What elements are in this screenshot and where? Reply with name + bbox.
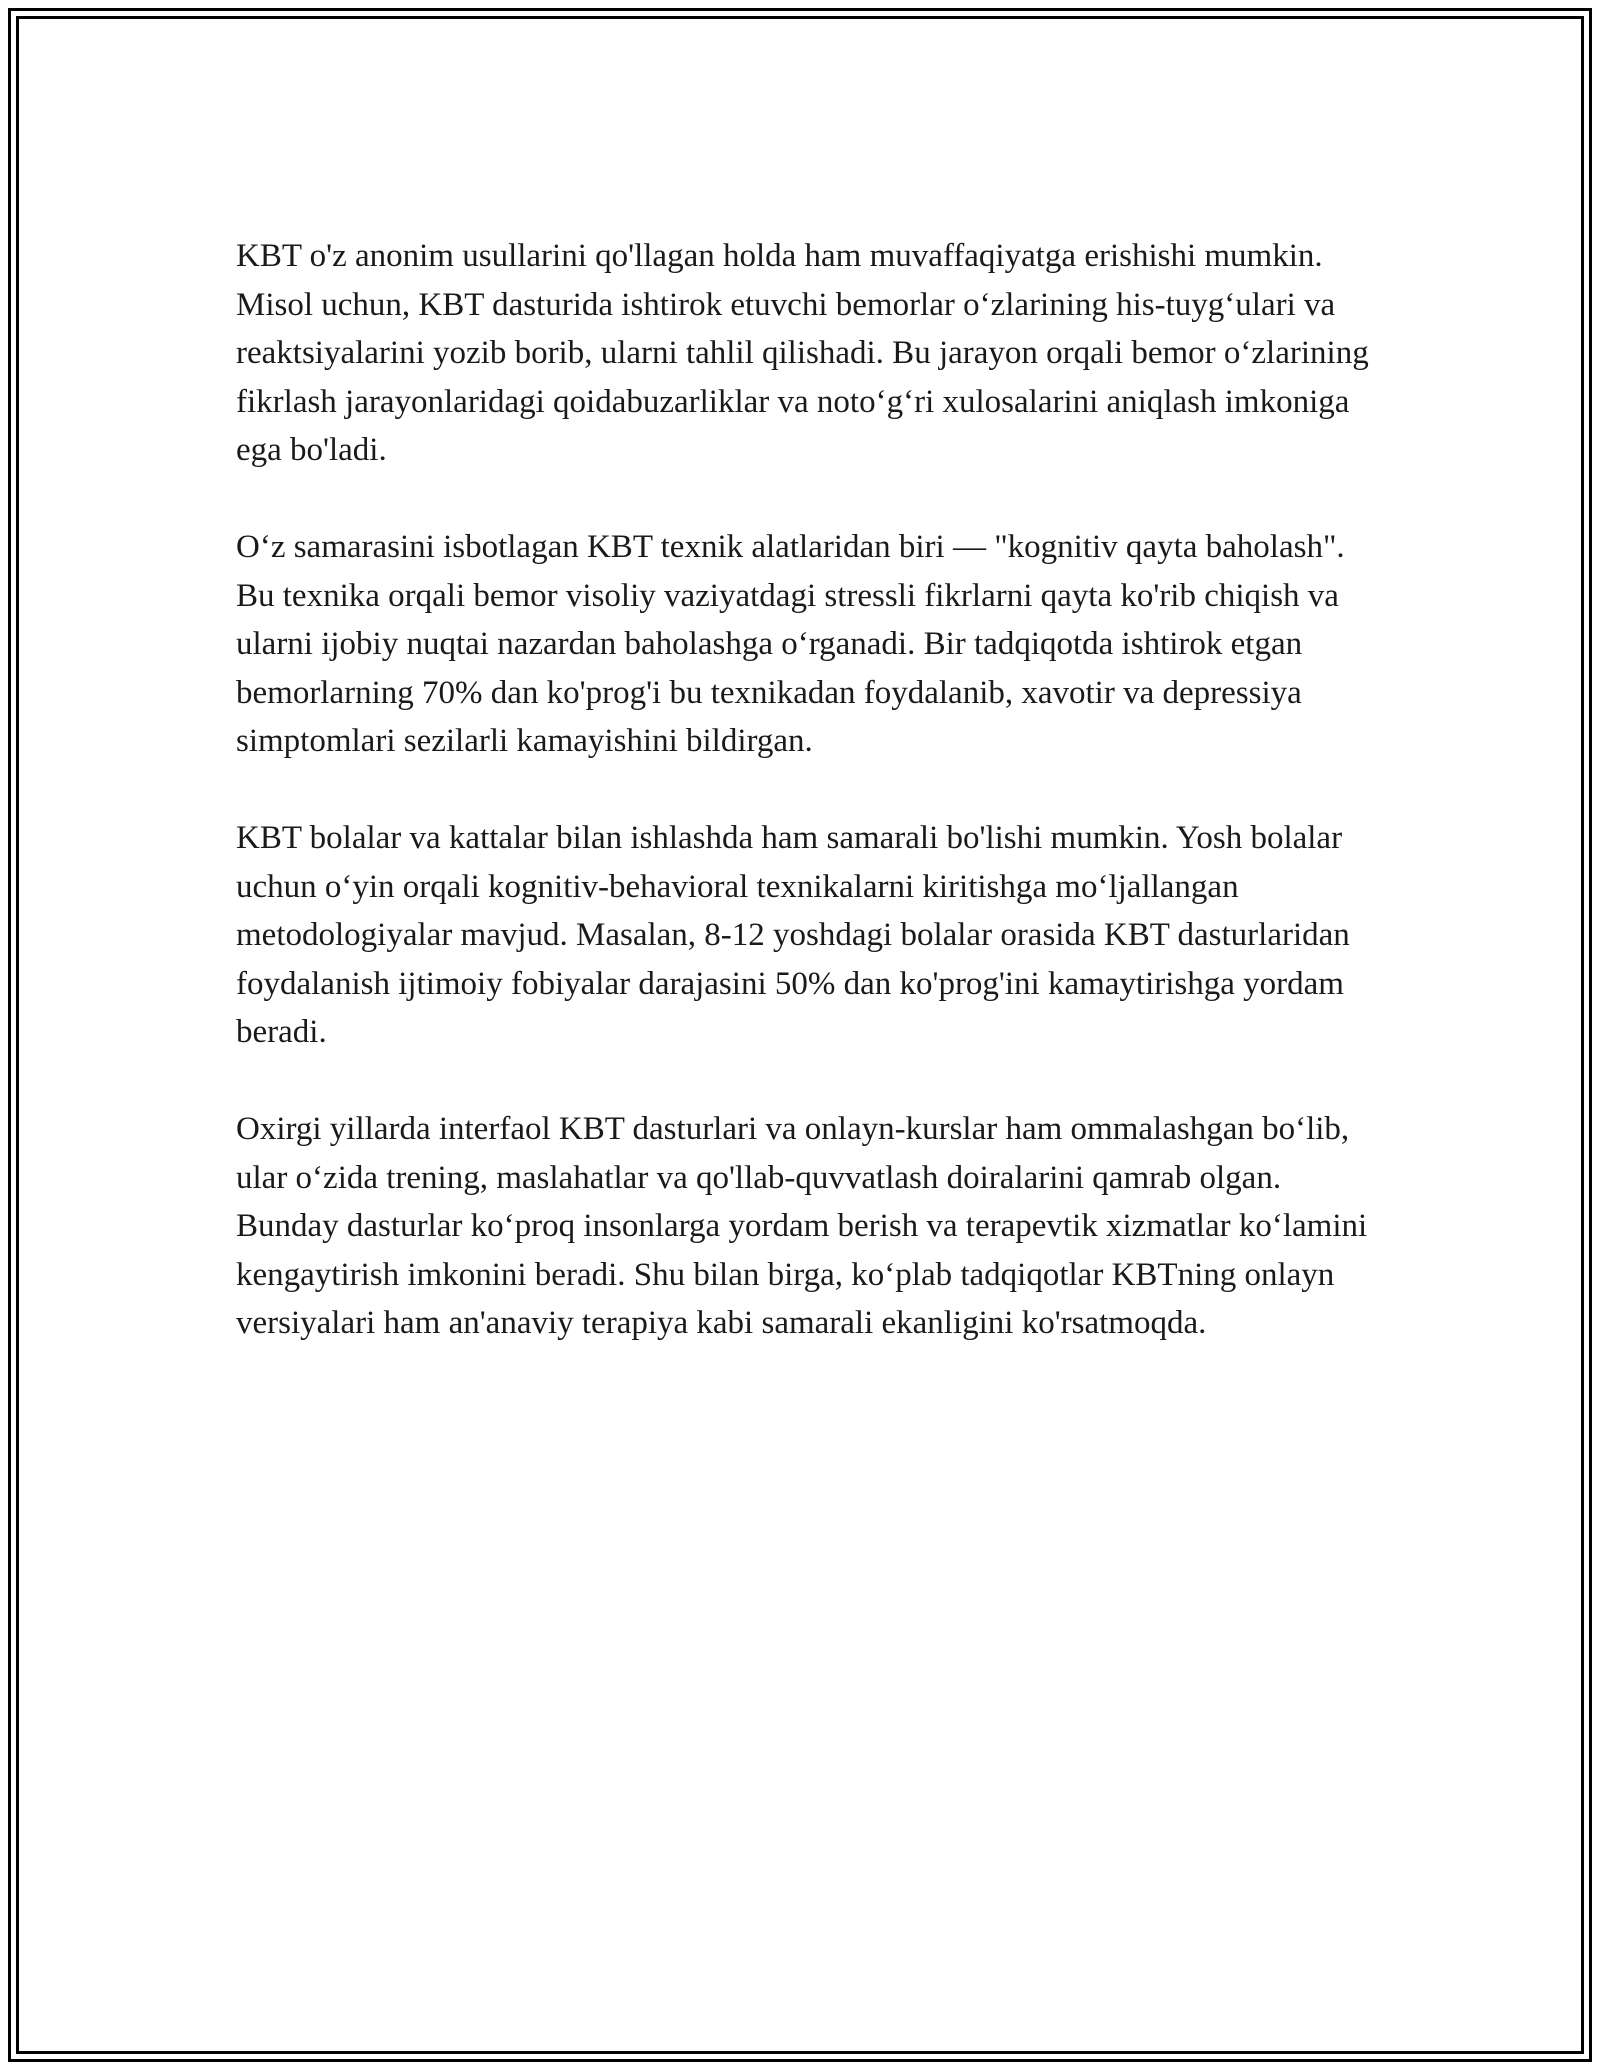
paragraph-4: Oxirgi yillarda interfaol KBT dasturlari va onlayn-kurslar ham ommalashgan bo‘lib, ular o‘zida trening, maslahatlar va qo'llab-quvvatlash doiralarini qamrab olgan. Bunday dasturlar ko‘proq insonlarga yordam berish va terapevtik xizmatlar ko‘lamini kengaytirish imkonini beradi. Shu bilan birga, ko‘plab tadqiqotlar KBTning onlayn versiyalari ham an'anaviy terapiya kabi samarali ekanligini ko'rsatmoqda. [236,1111,1368,1341]
paragraph-3: KBT bolalar va kattalar bilan ishlashda ham samarali bo'lishi mumkin. Yosh bolalar uchun o‘yin orqali kognitiv-behavioral texnikalarni kiritishga mo‘ljallangan metodologiyalar mavjud. Masalan, 8-12 yoshdagi bolalar orasida KBT dasturlaridan foydalanish ijtimoiy fobiyalar darajasini 50% dan ko'prog'ini kamaytirishga yordam beradi. [236,820,1350,1050]
paragraph-1: KBT o'z anonim usullarini qo'llagan holda ham muvaffaqiyatga erishishi mumkin. Misol uchun, KBT dasturida ishtirok etuvchi bemorlar o‘zlarining his-tuyg‘ulari va reaktsiyalarini yozib borib, ularni tahlil qilishadi. Bu jarayon orqali bemor o‘zlarining fikrlash jarayonlaridagi qoidabuzarliklar va noto‘g‘ri xulosalarini aniqlash imkoniga ega bo'ladi. [236,238,1369,468]
document-body [236,232,1386,1396]
paragraph-2: O‘z samarasini isbotlagan KBT texnik alatlaridan biri — "kognitiv qayta baholash". Bu texnika orqali bemor visoliy vaziyatdagi stressli fikrlarni qayta ko'rib chiqish va ularni ijobiy nuqtai nazardan baholashga o‘rganadi. Bir tadqiqotda ishtirok etgan bemorlarning 70% dan ko'prog'i bu texnikadan foydalanib, xavotir va depressiya simptomlari sezilarli kamayishini bildirgan. [236,529,1345,759]
